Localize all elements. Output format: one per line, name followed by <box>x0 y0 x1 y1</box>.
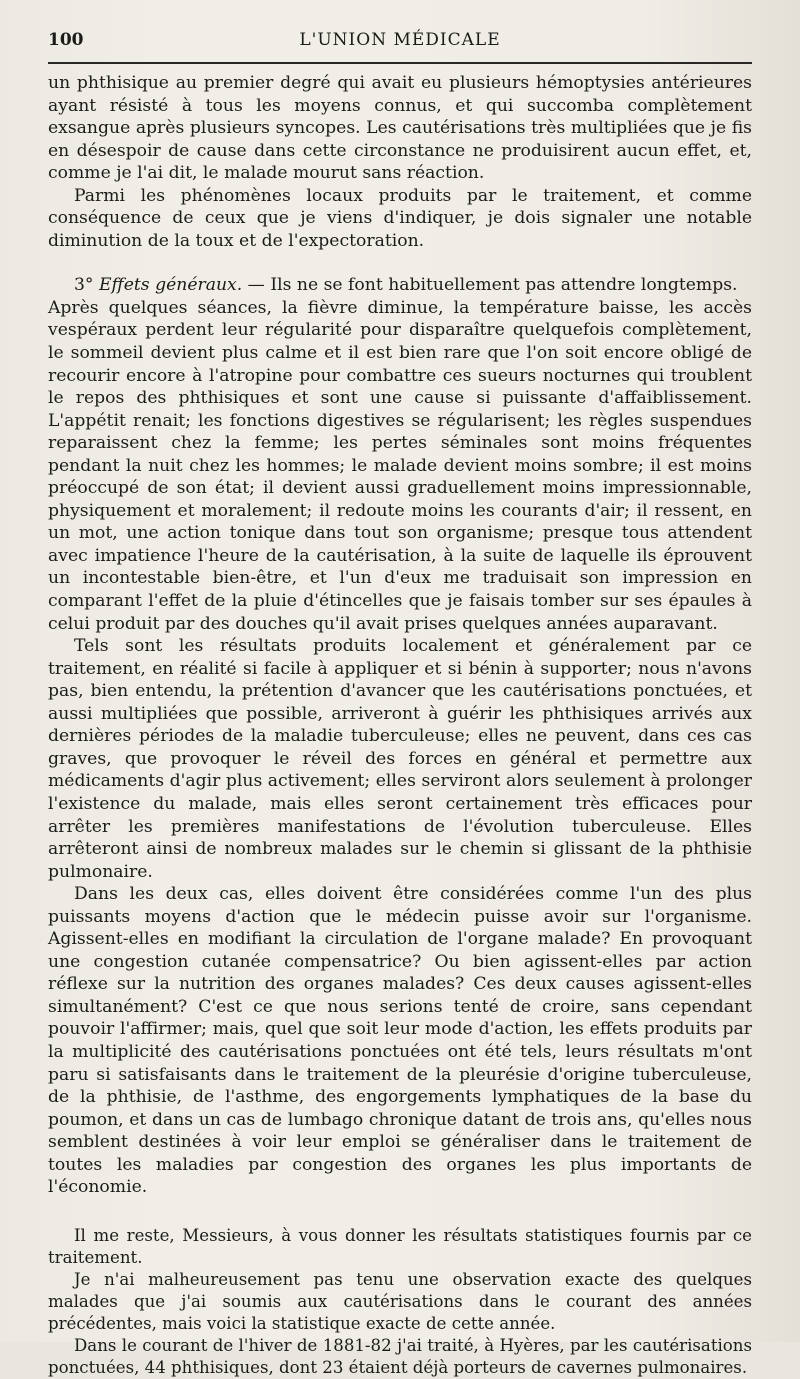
section-paragraph <box>48 274 752 297</box>
section-heading: Effets généraux. <box>99 275 243 296</box>
paragraph: Après quelques séances, la fièvre diminue, la température baisse, les accès vespéraux perdent leur régularité pour disparaître quelquefois complètement, le sommeil devient plus calme et il est bien rare que l'on soit encore obligé de recourir encore à l'atropine pour combattre ces sueurs nocturnes qui troublent le repos des phthisiques et sont une cause si puissante d'affaiblissement. L'appétit renait; les fonctions digestives se régularisent; les règles suspendues reparaissent chez la femme; les pertes séminales sont moins fréquentes pendant la nuit chez les hommes; le malade devient moins sombre; il est moins préoccupé de son état; il devient aussi graduellement moins impressionnable, physiquement et moralement; il redoute moins les courants d'air; il ressent, en un mot, une action tonique dans tout son organisme; presque tous attendent avec impatience l'heure de la cautérisation, à la suite de laquelle ils éprouvent un incontestable bien-être, et l'un d'eux me traduisait son impression en comparant l'effet de la pluie d'étincelles que je faisais tomber sur ses épaules à celui produit par des douches qu'il avait prises quelques années auparavant. <box>48 297 752 634</box>
paragraph: Dans le courant de l'hiver de 1881-82 j'ai traité, à Hyères, par les cautérisations ponctuées, 44 phthisiques, dont 23 étaient déjà porteurs de cavernes pulmonaires. <box>48 1335 752 1377</box>
statistics-section <box>48 1225 752 1379</box>
section-number: 3° <box>74 275 94 296</box>
section-lead: Ils ne se font habituellement pas attendre longtemps. <box>270 275 738 296</box>
article-body <box>48 72 752 1379</box>
paragraph: Parmi les phénomènes locaux produits par le traitement, et comme conséquence de ceux que je viens d'indiquer, je dois signaler une notable diminution de la toux et de l'expectoration. <box>48 185 752 251</box>
paragraph: Il me reste, Messieurs, à vous donner les résultats statistiques fournis par ce traitement. <box>48 1225 752 1267</box>
page-header <box>48 30 752 62</box>
paragraph: Je n'ai malheureusement pas tenu une observation exacte des quelques malades que j'ai soumis aux cautérisations dans le courant des années précédentes, mais voici la statistique exacte de cette année. <box>48 1269 752 1333</box>
paragraph: Dans les deux cas, elles doivent être considérées comme l'un des plus puissants moyens d'action que le médecin puisse avoir sur l'organisme. Agissent-elles en modifiant la circulation de l'organe malade? En provoquant une congestion cutanée compensatrice? Ou bien agissent-elles par action réflexe sur la nutrition des organes malades? Ces deux causes agissent-elles simultanément? C'est ce que nous serions tenté de croire, sans cependant pouvoir l'affirmer; mais, quel que soit leur mode d'action, les effets produits par la multiplicité des cautérisations ponctuées ont été tels, leurs résultats m'ont paru si satisfaisants dans le traitement de la pleurésie d'origine tuberculeuse, de la phthisie, de l'asthme, des engorgements lymphatiques de la base du poumon, et dans un cas de lumbago chronique datant de trois ans, qu'elles nous semblent destinées à voir leur emploi se généraliser dans le traitement de toutes les maladies par congestion des organes les plus importants de l'économie. <box>48 884 752 1198</box>
header-rule <box>48 62 752 64</box>
paragraph: un phthisique au premier degré qui avait eu plusieurs hémoptysies antérieures ayant résisté à tous les moyens connus, et qui succomba complètement exsangue après plusieurs syncopes. Les cautérisations très multipliées que je fis en désespoir de cause dans cette circonstance ne produisirent aucun effet, et, comme je l'ai dit, le malade mourut sans réaction. <box>48 73 752 184</box>
paragraph: Tels sont les résultats produits localement et généralement par ce traitement, en réalité si facile à appliquer et si bénin à supporter; nous n'avons pas, bien entendu, la prétention d'avancer que les cautérisations ponctuées, et aussi multipliées que possible, arriveront à guérir les phthisiques arrivés aux dernières périodes de la maladie tuberculeuse; elles ne peuvent, dans ces cas graves, que provoquer le réveil des forces en général et permettre aux médicaments d'agir plus activement; elles serviront alors seulement à prolonger l'existence du malade, mais elles seront certainement très efficaces pour arrêter les premières manifestations de l'évolution tuberculeuse. Elles arrêteront ainsi de nombreux malades sur le chemin si glissant de la phthisie pulmonaire. <box>48 636 752 882</box>
section-dash: — <box>247 275 265 296</box>
page-number: 100 <box>48 30 84 50</box>
running-title: L'UNION MÉDICALE <box>299 30 501 50</box>
